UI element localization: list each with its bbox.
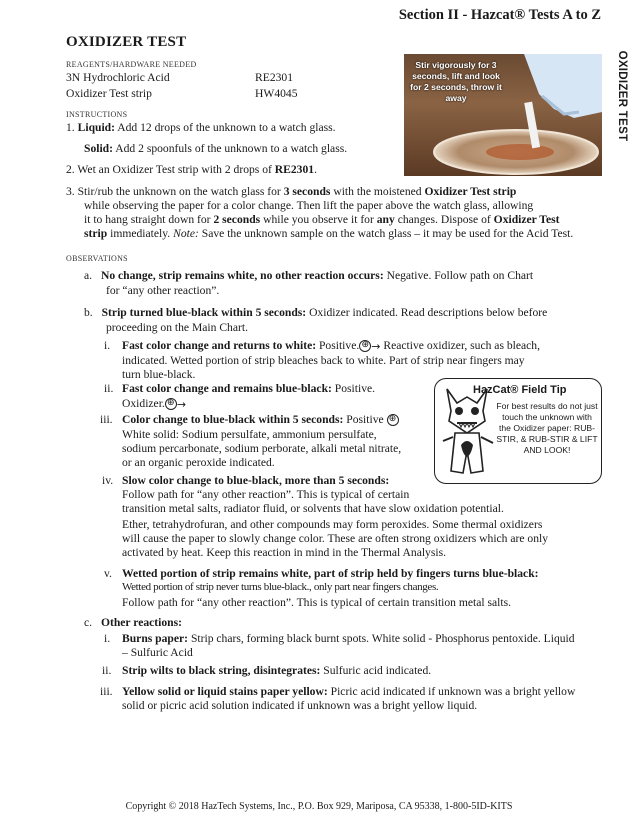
- observation-c: [84, 615, 182, 630]
- instruction-1b: [84, 141, 347, 156]
- instruction-bold: any: [376, 213, 395, 226]
- observation-text: Negative. Follow path on Chart: [386, 269, 534, 282]
- instruction-3-line-1: [66, 184, 516, 199]
- list-number: ii.: [102, 664, 112, 677]
- period: .: [314, 163, 317, 176]
- arrow-right-icon: →: [371, 339, 381, 353]
- observation-text: Positive.: [318, 339, 360, 352]
- observation-text: Sulfuric acid indicated.: [323, 664, 432, 677]
- hazcat-mascot-icon: [437, 381, 497, 481]
- observation-b-iv: [122, 473, 389, 488]
- reagent-code-inline: RE2301: [274, 163, 315, 176]
- observation-text: Strip chars, forming black burnt spots. White solid - Phosphorus pentoxide. Liquid: [190, 632, 575, 645]
- instruction-2: [66, 162, 317, 177]
- observation-b-i-line-2: indicated. Wetted portion of strip bleaches back to white. Part of strip near fingers may: [122, 354, 525, 367]
- photo-caption: Stir vigorously for 3 seconds, lift and look for 2 seconds, throw it away: [410, 60, 502, 103]
- observation-b-i-line-3: turn blue-black.: [122, 368, 196, 381]
- observation-b-iii-line-4: or an organic peroxide indicated.: [122, 456, 275, 469]
- list-number: iii.: [100, 685, 113, 698]
- observation-label: Color change to blue-black within 5 seconds:: [122, 413, 344, 426]
- observation-label: Slow color change to blue-black, more than 5 seconds:: [122, 474, 390, 487]
- footer-copyright: Copyright © 2018 HazTech Systems, Inc., P.O. Box 929, Mariposa, CA 95338, 1-800-5ID-KITS: [125, 801, 513, 812]
- instruction-3-line-2: while observing the paper for a color change. Then lift the paper above the watch glass, allowing: [84, 199, 534, 212]
- observation-b: [84, 305, 547, 320]
- observation-b-ii: [122, 381, 375, 396]
- field-tip-text: For best results do not just touch the unknown with the Oxidizer paper: RUB-STIR, & RUB-STIR & LIFT AND LOOK!: [496, 401, 598, 455]
- observation-b-ii-line-2: [122, 396, 186, 412]
- instruction-text: Wet an Oxidizer Test strip with 2 drops of: [77, 163, 272, 176]
- instruction-text: while you observe it for: [263, 213, 374, 226]
- procedure-photo: [404, 54, 602, 176]
- observations-header: OBSERVATIONS: [66, 254, 128, 263]
- observation-text: Oxidizer indicated. Read descriptions below before: [309, 306, 548, 319]
- reagent-name: 3N Hydrochloric Acid: [66, 71, 170, 84]
- observation-label: Wetted portion of strip remains white, part of strip held by fingers turns blue-black:: [122, 567, 539, 580]
- observation-c-i-line-2: – Sulfuric Acid: [122, 646, 193, 659]
- observation-b-iii-line-2: White solid: Sodium persulfate, ammonium persulfate,: [122, 428, 377, 441]
- list-number: c.: [84, 616, 93, 629]
- observation-b-iv-line-5: will cause the paper to slowly change color. These are often strong oxidizers which are only: [122, 532, 549, 545]
- instructions-header: INSTRUCTIONS: [66, 110, 128, 119]
- observation-b-iv-line-3: transition metal salts, radiator fluid, or solvents that have slow oxidation potential.: [122, 502, 504, 515]
- arrow-right-icon: →: [176, 397, 187, 411]
- list-number: iv.: [102, 474, 114, 487]
- observation-a: [84, 268, 533, 283]
- observation-b-iv-line-4: Ether, tetrahydrofuran, and other compounds may form peroxides. Some thermal oxidizers: [122, 518, 543, 531]
- reagent-code: RE2301: [255, 71, 294, 84]
- reagents-header: REAGENTS/HARDWARE NEEDED: [66, 60, 197, 69]
- instruction-label: Liquid:: [77, 121, 115, 134]
- observation-label: Other reactions:: [100, 616, 182, 629]
- reagent-code: HW4045: [255, 87, 298, 100]
- observation-label: Fast color change and returns to white:: [122, 339, 317, 352]
- instruction-bold: strip: [84, 227, 108, 240]
- observation-b-v: [122, 566, 539, 581]
- list-number: a.: [84, 269, 93, 282]
- side-tab-label: OXIDIZER TEST: [616, 50, 628, 142]
- list-number: 3.: [66, 185, 75, 198]
- observation-b-v-line-3: Follow path for “any other reaction”. This is typical of certain transition metal salts.: [122, 596, 512, 609]
- instruction-bold: 3 seconds: [283, 185, 331, 198]
- observation-c-ii: [122, 663, 431, 678]
- list-number: iii.: [100, 413, 113, 426]
- positive-path-icon: ⊕: [165, 398, 177, 410]
- positive-path-icon: ⊕: [387, 414, 399, 426]
- observation-text: Positive: [346, 413, 384, 426]
- observation-text: Picric acid indicated if unknown was a bright yellow: [330, 685, 576, 698]
- list-number: 2.: [66, 163, 75, 176]
- instruction-text: Save the unknown sample on the watch glass – it may be used for the Acid Test.: [201, 227, 574, 240]
- section-header: Section II - Hazcat® Tests A to Z: [398, 7, 601, 23]
- side-tab: [612, 40, 632, 160]
- observation-b-iii: [122, 412, 399, 427]
- instruction-text: with the moistened: [333, 185, 422, 198]
- observation-b-i: [104, 338, 110, 353]
- observation-c-i: [122, 631, 575, 646]
- observation-label: Yellow solid or liquid stains paper yellow:: [122, 685, 328, 698]
- field-tip-title: HazCat® Field Tip: [473, 384, 567, 396]
- list-number: b.: [84, 306, 93, 319]
- instruction-1: [66, 120, 336, 135]
- page-title: OXIDIZER TEST: [66, 34, 187, 50]
- observation-b-line-2: proceeding on the Main Chart.: [106, 321, 248, 334]
- list-number: i.: [104, 339, 111, 352]
- observation-text: Positive.: [334, 382, 376, 395]
- instruction-text: changes. Dispose of: [397, 213, 491, 226]
- instruction-bold: 2 seconds: [213, 213, 261, 226]
- instruction-3-line-4: [84, 226, 573, 241]
- observation-label: No change, strip remains white, no other reaction occurs:: [100, 269, 384, 282]
- observation-b-v-line-2: Wetted portion of strip never turns blue-black., only part near fingers changes.: [122, 581, 439, 593]
- observation-a-line-2: for “any other reaction”.: [106, 284, 220, 297]
- observation-b-iv-line-6: activated by heat. Keep this reaction in mind in the Thermal Analysis.: [122, 546, 447, 559]
- instruction-text: Add 12 drops of the unknown to a watch glass.: [117, 121, 336, 134]
- observation-label: Strip turned blue-black within 5 seconds:: [101, 306, 307, 319]
- instruction-text: Stir/rub the unknown on the watch glass for: [77, 185, 281, 198]
- instruction-label: Solid:: [84, 142, 113, 155]
- observation-b-i-line-1: [122, 338, 540, 354]
- observation-text: Reactive oxidizer, such as bleach,: [383, 339, 541, 352]
- observation-b-iii-line-3: sodium percarbonate, sodium perborate, alkali metal nitrate,: [122, 442, 402, 455]
- observation-label: Fast color change and remains blue-black:: [122, 382, 332, 395]
- observation-label: Strip wilts to black string, disintegrates:: [122, 664, 321, 677]
- reagent-name: Oxidizer Test strip: [66, 87, 152, 100]
- field-tip-box: [434, 378, 602, 484]
- instruction-text: it to hang straight down for: [84, 213, 211, 226]
- list-number: v.: [104, 567, 112, 580]
- instruction-bold: Oxidizer Test strip: [424, 185, 517, 198]
- instruction-text: immediately.: [110, 227, 171, 240]
- instruction-text: Add 2 spoonfuls of the unknown to a watch glass.: [115, 142, 348, 155]
- list-number: 1.: [66, 121, 75, 134]
- note-label: Note:: [173, 227, 199, 240]
- list-number: i.: [104, 632, 111, 645]
- observation-c-iii-line-2: solid or picric acid solution indicated if unknown was a bright yellow liquid.: [122, 699, 478, 712]
- list-number: ii.: [104, 382, 114, 395]
- instruction-bold: Oxidizer Test: [493, 213, 560, 226]
- observation-label: Burns paper:: [122, 632, 189, 645]
- observation-c-iii: [122, 684, 575, 699]
- instruction-3-line-3: [84, 212, 559, 227]
- observation-text: Oxidizer.: [122, 397, 165, 410]
- observation-b-iv-line-2: Follow path for “any other reaction”. This is typical of certain: [122, 488, 410, 501]
- positive-path-icon: ⊕: [359, 340, 371, 352]
